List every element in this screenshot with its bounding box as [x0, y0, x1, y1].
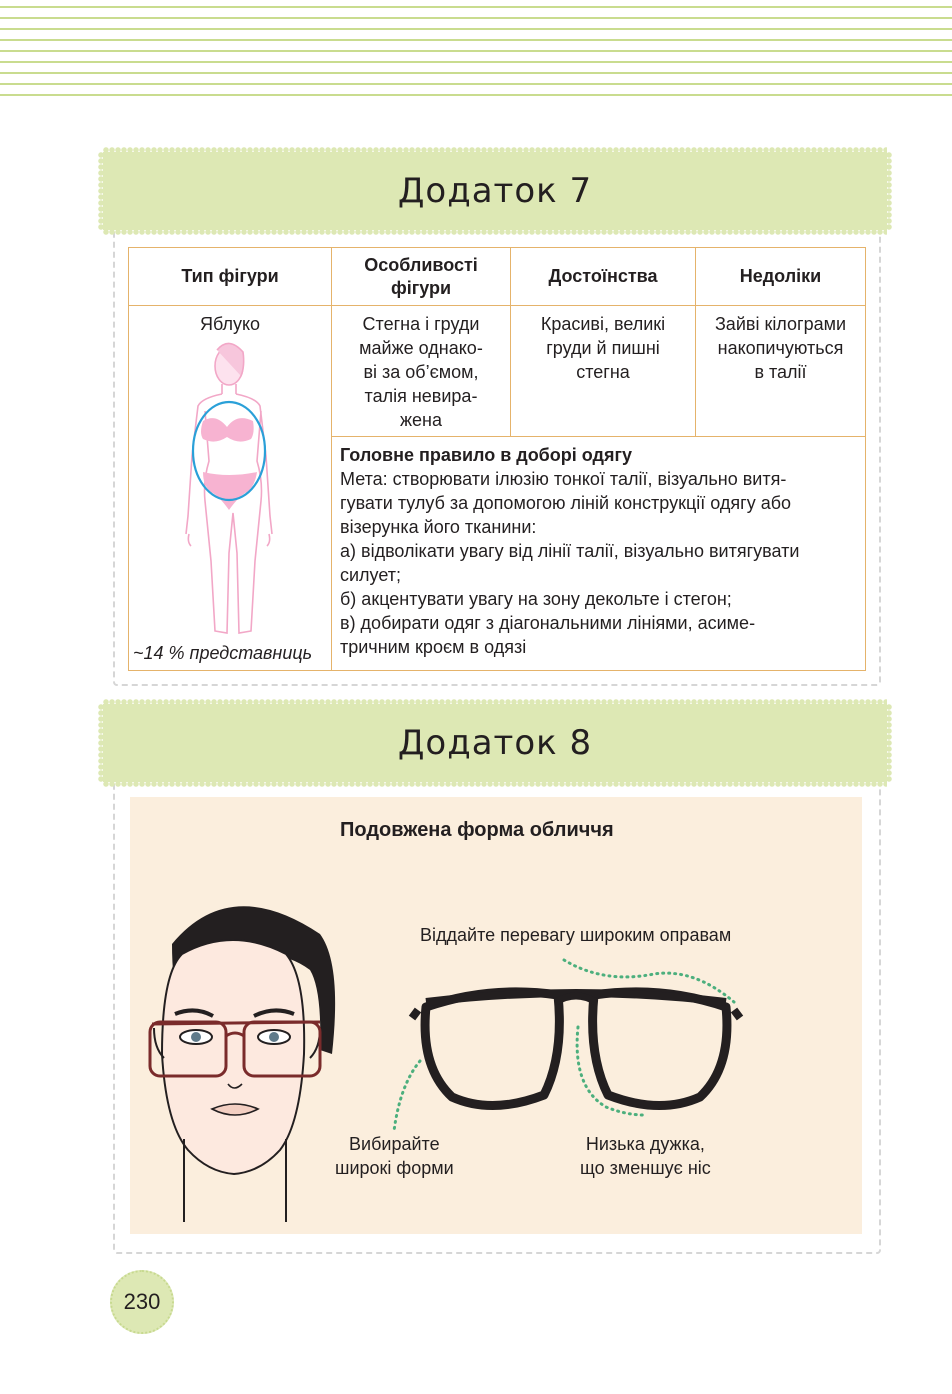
rule-line: а) відволікати увагу від лінії талії, візуально витягувати	[340, 541, 800, 561]
apple-body-illustration	[129, 336, 329, 646]
pointer-dots	[388, 1057, 428, 1137]
face-shape-panel	[130, 797, 862, 1234]
features-cell	[332, 306, 511, 437]
rule-line: силует;	[340, 565, 402, 585]
advantages-cell	[511, 306, 696, 437]
glasses-illustration	[396, 952, 756, 1132]
rule-line: візерунка його тканини:	[340, 517, 537, 537]
rule-title: Головне правило в доборі одягу	[340, 445, 632, 465]
page-number: 230	[110, 1270, 174, 1334]
label-bridge-line: що зменшує ніс	[580, 1158, 711, 1178]
header-advantages: Достоїнства	[511, 248, 696, 306]
header-disadvantages: Недоліки	[696, 248, 866, 306]
share-label: ~14 % представниць	[133, 643, 313, 663]
features-line: талія невира-	[364, 386, 478, 406]
header-figure-type: Тип фігури	[129, 248, 332, 306]
label-shapes	[335, 1132, 454, 1180]
features-line: майже однако-	[359, 338, 483, 358]
figure-table	[128, 247, 866, 671]
face-shape-subtitle: Подовжена форма обличчя	[340, 819, 614, 841]
disadvantages-line: накопичуються	[717, 338, 844, 358]
appendix8-banner	[103, 704, 887, 782]
table-header-row	[129, 248, 866, 306]
figure-type-label: Яблуко	[199, 314, 261, 334]
header-features: Особливості фігури	[332, 248, 511, 306]
label-bridge	[580, 1132, 711, 1180]
rule-line: тричним кроєм в одязі	[340, 637, 527, 657]
label-bridge-line: Низька дужка,	[585, 1134, 705, 1154]
appendix7-banner	[103, 152, 887, 230]
disadvantages-line: в талії	[754, 362, 807, 382]
disadvantages-line: Зайві кілограми	[714, 314, 847, 334]
appendix8-title: Додаток 8	[397, 723, 593, 763]
label-shapes-line: Вибирайте	[349, 1134, 440, 1154]
features-line: жена	[399, 410, 442, 430]
label-shapes-line: широкі форми	[335, 1158, 454, 1178]
face-illustration	[130, 904, 340, 1222]
features-line: ві за об’ємом,	[363, 362, 479, 382]
advantages-line: груди й пишні	[546, 338, 660, 358]
figure-cell	[129, 306, 332, 671]
advantages-line: стегна	[576, 362, 630, 382]
advantages-line: Красиві, великі	[540, 314, 666, 334]
rule-line: б) акцентувати увагу на зону декольте і стегон;	[340, 589, 732, 609]
rule-cell	[332, 437, 866, 671]
features-line: Стегна і груди	[362, 314, 480, 334]
rule-line: в) добирати одяг з діагональними лініями, асиме-	[340, 613, 756, 633]
appendix7-title: Додаток 7	[397, 171, 593, 211]
rule-line: гувати тулуб за допомогою ліній конструкції одягу або	[340, 493, 792, 513]
rule-line: Мета: створювати ілюзію тонкої талії, візуально витя-	[340, 469, 787, 489]
label-wide-frames: Віддайте перевагу широким оправам	[420, 925, 732, 945]
table-row	[129, 306, 866, 437]
disadvantages-cell	[696, 306, 866, 437]
